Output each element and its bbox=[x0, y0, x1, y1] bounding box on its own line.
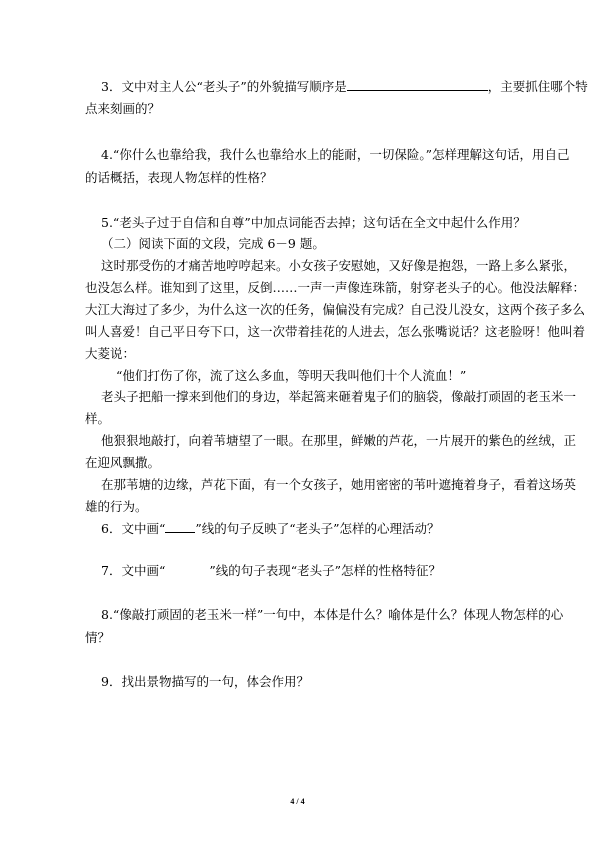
passage-line: 样。 bbox=[85, 411, 111, 426]
q5-line1: 5.“老头子过于自信和自尊”中加点词能否去掉；这句话在全文中起什么作用？ bbox=[101, 215, 526, 230]
q8-line2: 情？ bbox=[85, 630, 111, 645]
q4-line2: 的话概括，表现人物怎样的性格？ bbox=[85, 170, 273, 185]
q3-line1 bbox=[101, 79, 588, 94]
q7-text-after: ”线的句子表现“老头子”怎样的性格特征？ bbox=[209, 563, 442, 578]
passage-line: 大江大海过了多少，为什么这一次的任务，偏偏没有完成？自己没儿没女，这两个孩子多么 bbox=[85, 302, 586, 317]
passage-line: 叫人喜爱！自己平日夸下口，这一次带着挂花的人进去，怎么张嘴说话？这老脸呀！他叫着 bbox=[85, 324, 586, 339]
q7-text-before: 7．文中画“ bbox=[101, 563, 166, 578]
q8-line1: 8.“像敲打顽固的老玉米一样”一句中，本体是什么？喻体是什么？体现人物怎样的心 bbox=[101, 607, 564, 622]
q3-answer-blank[interactable] bbox=[347, 79, 488, 91]
passage-line: 他狠狠地敲打，向着苇塘望了一眼。在那里，鲜嫩的芦花，一片展开的紫色的丝绒，正 bbox=[101, 433, 577, 448]
passage-line: 也没怎么样。谁知到了这里，反倒……一声一声像连珠箭，射穿老头子的心。他没法解释： bbox=[85, 280, 586, 295]
q7-line1 bbox=[101, 564, 441, 578]
passage-line: 雄的行为。 bbox=[85, 499, 148, 514]
q6-line1 bbox=[101, 522, 440, 536]
passage-line: 在那苇塘的边缘，芦花下面，有一个女孩子，她用密密的苇叶遮掩着身子，看着这场英 bbox=[101, 477, 577, 492]
q3-line2: 点来刻画的？ bbox=[85, 101, 161, 116]
passage-line: 老头子把船一撑来到他们的身边，举起篙来砸着鬼子们的脑袋，像敲打顽固的老玉米一 bbox=[101, 389, 577, 404]
q6-underline-sample bbox=[165, 524, 195, 533]
q4-line1: 4.“你什么也靠给我，我什么也靠给水上的能耐，一切保险。”怎样理解这句话，用自己 bbox=[101, 147, 570, 162]
q6-text-after: ”线的句子反映了“老头子”怎样的心理活动？ bbox=[195, 521, 440, 536]
passage-line: 这时那受伤的才痛苦地哼哼起来。小女孩子安慰她，又好像是抱怨，一路上多么紧张， bbox=[101, 258, 577, 273]
passage-line: 大菱说： bbox=[85, 346, 136, 361]
passage-line: 在迎风飘撒。 bbox=[85, 455, 161, 470]
section2-heading: （二）阅读下面的文段，完成 6－9 题。 bbox=[101, 236, 325, 251]
q6-text-before: 6．文中画“ bbox=[101, 521, 166, 536]
q3-text-before: 3．文中对主人公“老头子”的外貌描写顺序是 bbox=[101, 79, 347, 94]
q3-text-after: ，主要抓住哪个特 bbox=[487, 79, 588, 94]
q9-line1: 9．找出景物描写的一句，体会作用？ bbox=[101, 674, 309, 689]
page-number: 4 / 4 bbox=[290, 797, 305, 806]
passage-line: “他们打伤了你，流了这么多血，等明天我叫他们十个人流血！” bbox=[116, 368, 467, 383]
